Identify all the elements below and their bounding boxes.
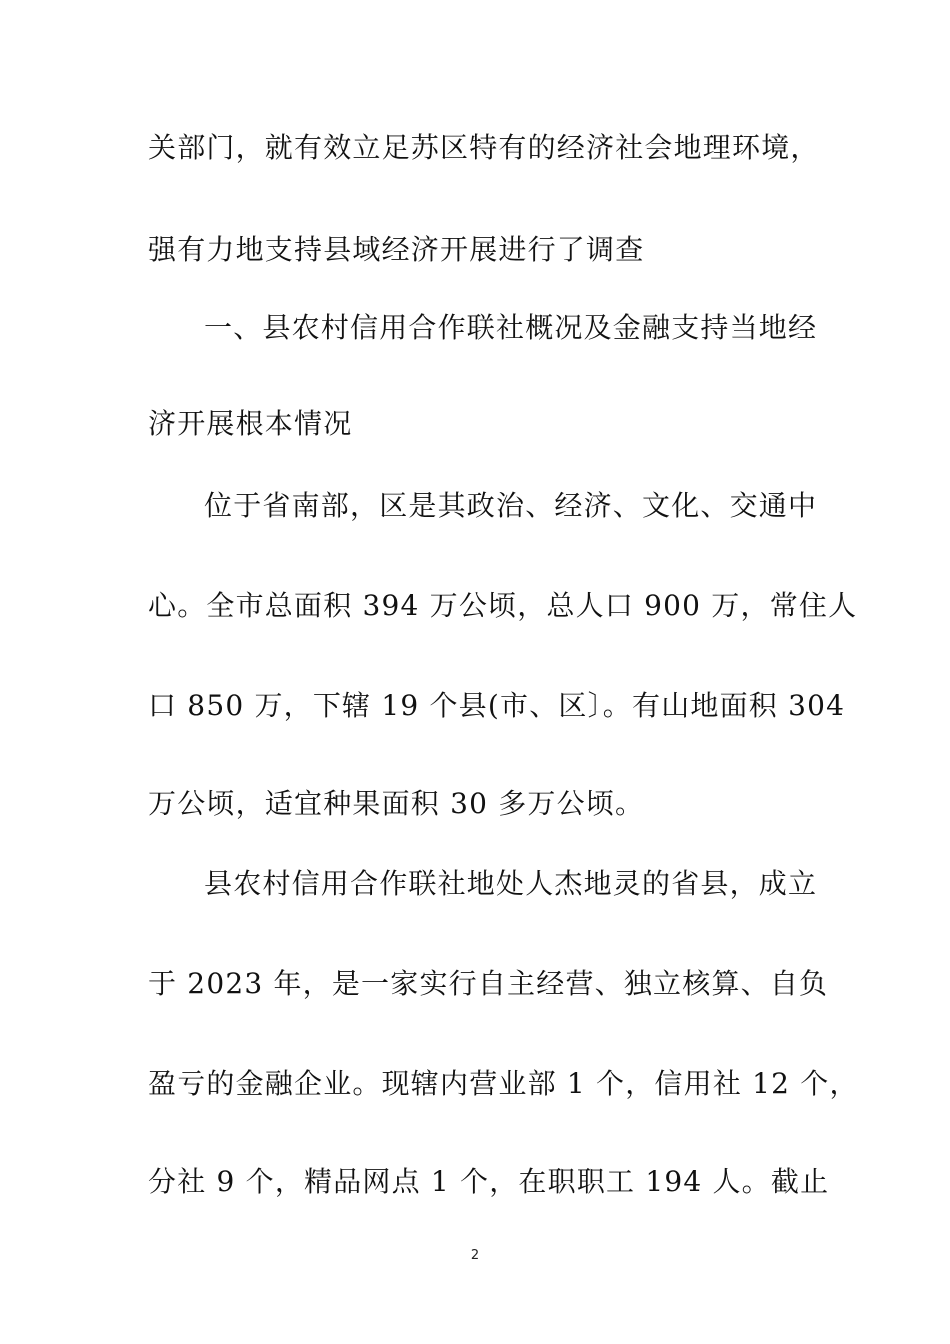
text-line: 口 850 万，下辖 19 个县(市、区〕。有山地面积 304 [148,689,846,722]
text-line: 县农村信用合作联社地处人杰地灵的省县，成立 [204,867,818,900]
text-line: 关部门，就有效立足苏区特有的经济社会地理环境， [148,131,820,164]
text-line: 心。全市总面积 394 万公顷，总人口 900 万，常住人 [148,589,858,622]
text-line: 于 2023 年，是一家实行自主经营、独立核算、自负 [148,967,829,1000]
text-line: 分社 9 个，精品网点 1 个，在职职工 194 人。截止 [148,1165,830,1198]
text-line: 万公顷，适宜种果面积 30 多万公顷。 [148,787,645,820]
page-number: 2 [470,1248,480,1263]
text-line: 盈亏的金融企业。现辖内营业部 1 个，信用社 12 个， [148,1067,859,1100]
section-heading: 一、县农村信用合作联社概况及金融支持当地经 [204,311,818,344]
text-line: 位于省南部，区是其政治、经济、文化、交通中 [204,489,818,522]
section-heading-continued: 济开展根本情况 [148,407,353,440]
text-line: 强有力地支持县域经济开展进行了调查 [148,233,645,266]
